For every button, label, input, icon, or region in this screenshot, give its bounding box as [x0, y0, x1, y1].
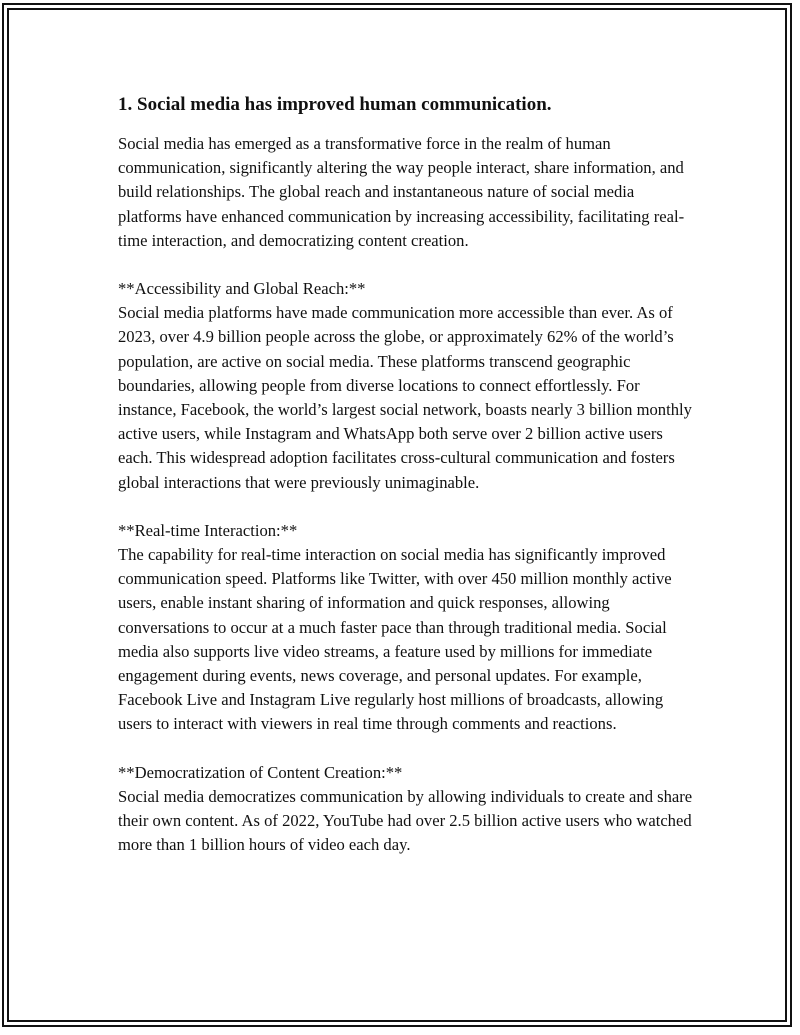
section-accessibility — [118, 277, 698, 495]
section-body: The capability for real-time interaction on social media has significantly improved communication speed. Platforms like Twitter, with over 450 million monthly active users, enable instant sharing of information and quick responses, allowing conversations to occur at a much faster pace than through traditional media. Social media also supports live video streams, a feature used by millions for immediate engagement during events, news coverage, and personal updates. For example, Facebook Live and Instagram Live regularly host millions of broadcasts, allowing users to interact with viewers in real time through comments and reactions. — [118, 545, 672, 734]
section-body: Social media democratizes communication by allowing individuals to create and share their own content. As of 2022, YouTube had over 2.5 billion active users who watched more than 1 billion hours of video each day. — [118, 786, 693, 855]
section-real-time-interaction — [118, 519, 698, 737]
section-heading: **Democratization of Content Creation:** — [118, 762, 403, 782]
section-democratization — [118, 761, 698, 858]
document-body — [118, 91, 698, 881]
document-title: 1. Social media has improved human communication. — [118, 94, 552, 115]
section-heading: **Real-time Interaction:** — [118, 520, 298, 540]
section-heading: **Accessibility and Global Reach:** — [118, 279, 366, 299]
intro-paragraph: Social media has emerged as a transformative force in the realm of human communication, significantly altering the way people interact, share information, and build relationships. The global reach and instantaneous nature of social media platforms have enhanced communication by increasing accessibility, facilitating real-time interaction, and democratizing content creation. — [118, 134, 685, 250]
section-body: Social media platforms have made communication more accessible than ever. As of 2023, over 4.9 billion people across the globe, or approximately 62% of the world’s population, are active on social media. These platforms transcend geographic boundaries, allowing people from diverse locations to connect effortlessly. For instance, Facebook, the world’s largest social network, boasts nearly 3 billion monthly active users, while Instagram and WhatsApp both serve over 2 billion active users each. This widespread adoption facilitates cross-cultural communication and fosters global interactions that were previously unimaginable. — [118, 303, 692, 492]
